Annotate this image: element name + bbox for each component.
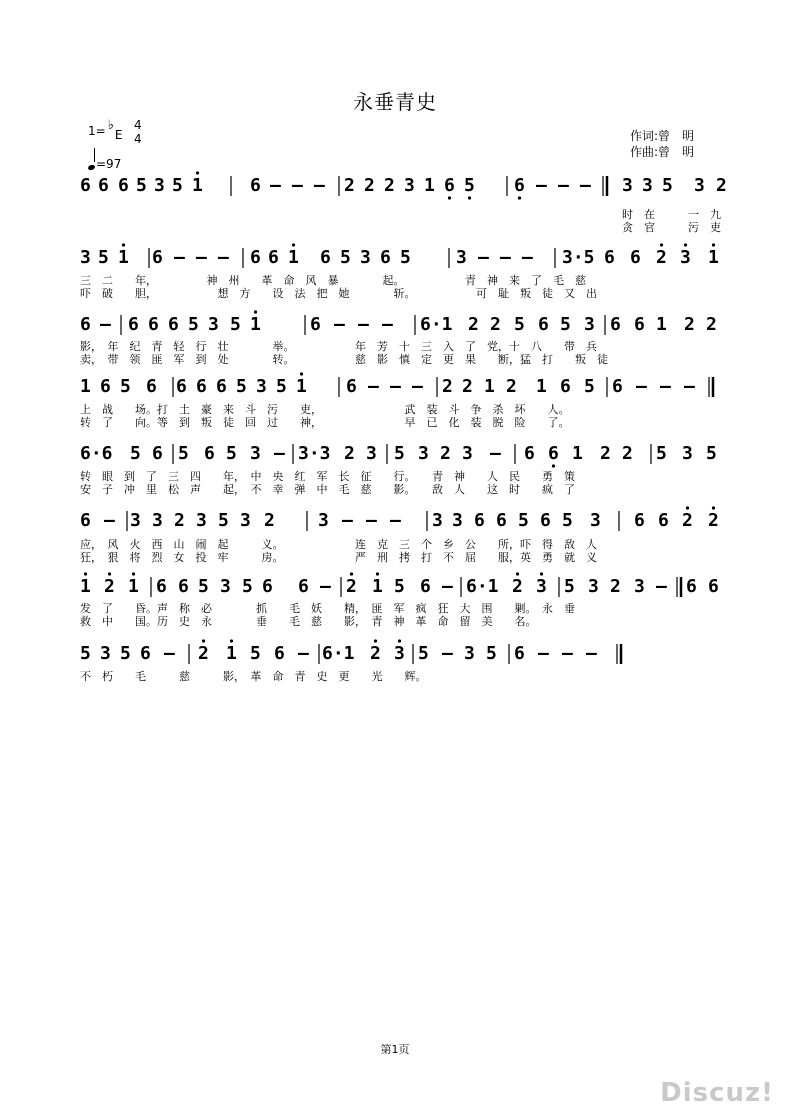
high-octave-dot xyxy=(516,572,519,575)
note-2-4: 6 xyxy=(148,314,159,335)
note-3-21: 2 xyxy=(506,376,517,397)
note-0-14: 2 xyxy=(364,175,375,196)
note-4-15: 3 xyxy=(418,443,429,464)
low-octave-dot xyxy=(468,196,471,199)
high-octave-dot xyxy=(374,639,377,642)
note-6-26: 3 xyxy=(634,576,645,597)
note-3-0: 1 xyxy=(80,376,91,397)
note-7-23: – xyxy=(562,643,573,664)
high-octave-dot xyxy=(132,572,135,575)
lyric-line-3-b: 转 了 向。等 到 叛 徒 回 过 神， 早 已 化 装 脱 险 了。 xyxy=(80,416,570,429)
note-0-29: 3 xyxy=(694,175,705,196)
note-2-14: – xyxy=(382,314,393,335)
note-2-8: 5 xyxy=(230,314,241,335)
note-2-27: 2 xyxy=(684,314,695,335)
note-6-29: 6 xyxy=(686,576,697,597)
key-signature xyxy=(88,118,123,142)
note-7-0: 5 xyxy=(80,643,91,664)
high-octave-dot xyxy=(230,639,233,642)
note-5-0: 6 xyxy=(80,510,91,531)
note-6-27: – xyxy=(656,576,667,597)
lyric-line-4-a: 转 眼 到 了 三 四 年， 中 央 红 军 长 征 行。 青 神 人 民 勇 策 xyxy=(80,470,575,483)
note-0-26: 3 xyxy=(622,175,633,196)
note-2-3: 6 xyxy=(128,314,139,335)
note-1-19: – xyxy=(478,247,489,268)
note-6-16: 6 xyxy=(420,576,431,597)
lyric-line-2-a: 影， 年 纪 青 轻 行 壮 举。 年 芳 十 三 入 了 党，十 八 带 兵 xyxy=(80,340,597,353)
note-3-9: 3 xyxy=(256,376,267,397)
note-1-18: 3 xyxy=(456,247,467,268)
note-5-28: 2 xyxy=(708,510,719,531)
note-3-15: – xyxy=(390,376,401,397)
note-6-4: 6 xyxy=(156,576,167,597)
watermark: Discuz! xyxy=(660,1078,774,1108)
note-2-13: – xyxy=(358,314,369,335)
note-2-28: 2 xyxy=(706,314,717,335)
note-0-17: 1 xyxy=(424,175,435,196)
note-6-14: 1 xyxy=(372,576,383,597)
note-1-10: 6 xyxy=(268,247,279,268)
note-6-20: 2 xyxy=(512,576,523,597)
note-3-10: 5 xyxy=(276,376,287,397)
note-6-19: 6·1 xyxy=(466,576,499,597)
lyric-line-1-a: 三 二 年， 神 州 革 命 风 暴 起。 青 神 来 了 毛 慈 xyxy=(80,274,586,287)
note-2-22: 3 xyxy=(584,314,595,335)
note-4-2: 6 xyxy=(152,443,163,464)
note-3-24: 5 xyxy=(584,376,595,397)
note-5-7: 5 xyxy=(218,510,229,531)
note-7-9: 6 xyxy=(274,643,285,664)
high-octave-dot xyxy=(202,639,205,642)
note-5-8: 3 xyxy=(240,510,251,531)
lyric-line-1-b: 吓 破 胆， 想 方 设 法 把 她 斩。 可 耻 叛 徒 又 出 xyxy=(80,287,597,300)
note-6-25: 2 xyxy=(610,576,621,597)
high-octave-dot xyxy=(350,572,353,575)
high-octave-dot xyxy=(684,243,687,246)
high-octave-dot xyxy=(376,572,379,575)
note-3-22: 1 xyxy=(536,376,547,397)
note-7-2: 5 xyxy=(120,643,131,664)
note-0-13: 2 xyxy=(344,175,355,196)
note-6-11: – xyxy=(320,576,331,597)
note-5-9: 2 xyxy=(264,510,275,531)
note-2-11: 6 xyxy=(310,314,321,335)
composer: 作曲:曾 明 xyxy=(630,145,695,159)
note-3-1: 6 xyxy=(100,376,111,397)
note-4-5: 6 xyxy=(204,443,215,464)
low-octave-dot xyxy=(552,464,555,467)
note-1-9: 6 xyxy=(250,247,261,268)
key-letter: E xyxy=(114,128,123,142)
note-3-5: 6 xyxy=(176,376,187,397)
note-0-2: 6 xyxy=(118,175,129,196)
note-7-18: 3 xyxy=(464,643,475,664)
note-3-3: 6 xyxy=(146,376,157,397)
note-5-27: 2 xyxy=(682,510,693,531)
note-3-8: 5 xyxy=(236,376,247,397)
note-0-24: – xyxy=(580,175,591,196)
note-2-7: 3 xyxy=(208,314,219,335)
note-6-30: 6 xyxy=(708,576,719,597)
note-3-27: – xyxy=(636,376,647,397)
note-4-14: 5 xyxy=(394,443,405,464)
note-4-8: – xyxy=(274,443,285,464)
note-1-28: 1 xyxy=(708,247,719,268)
note-3-7: 6 xyxy=(216,376,227,397)
note-5-12: – xyxy=(342,510,353,531)
note-4-22: 1 xyxy=(572,443,583,464)
note-6-6: 5 xyxy=(198,576,209,597)
note-0-3: 5 xyxy=(136,175,147,196)
time-signature xyxy=(134,118,142,146)
note-6-5: 6 xyxy=(178,576,189,597)
note-5-19: 6 xyxy=(496,510,507,531)
note-2-1: – xyxy=(100,314,111,335)
page-number: 第1页 xyxy=(380,1043,410,1056)
note-5-16: 3 xyxy=(432,510,443,531)
note-2-9: 1 xyxy=(250,314,261,335)
lyric-line-6-b: 救 中 国。历 史 永 垂 毛 慈 影， 青 神 革 命 留 美 名。 xyxy=(80,615,537,628)
note-0-8: 6 xyxy=(250,175,261,196)
note-0-10: – xyxy=(292,175,303,196)
note-1-1: 5 xyxy=(98,247,109,268)
note-1-6: – xyxy=(196,247,207,268)
note-6-17: – xyxy=(442,576,453,597)
lyricist: 作词:曾 明 xyxy=(630,129,695,143)
note-7-13: 2 xyxy=(370,643,381,664)
note-4-6: 5 xyxy=(226,443,237,464)
note-2-18: 2 xyxy=(490,314,501,335)
note-4-16: 2 xyxy=(440,443,451,464)
note-4-18: – xyxy=(490,443,501,464)
note-6-0: 1 xyxy=(80,576,91,597)
note-1-26: 2 xyxy=(656,247,667,268)
high-octave-dot xyxy=(300,372,303,375)
note-5-11: 3 xyxy=(318,510,329,531)
note-2-20: 6 xyxy=(538,314,549,335)
note-5-1: – xyxy=(104,510,115,531)
note-1-20: – xyxy=(500,247,511,268)
note-4-11: 2 xyxy=(344,443,355,464)
note-7-4: – xyxy=(164,643,175,664)
note-2-24: 6 xyxy=(610,314,621,335)
note-3-20: 1 xyxy=(484,376,495,397)
note-6-2: 1 xyxy=(128,576,139,597)
note-1-5: – xyxy=(174,247,185,268)
note-0-16: 3 xyxy=(404,175,415,196)
note-3-28: – xyxy=(660,376,671,397)
high-octave-dot xyxy=(398,639,401,642)
tempo-value: =97 xyxy=(96,157,122,171)
note-2-6: 5 xyxy=(188,314,199,335)
lyric-line-3-a: 上 战 场。打 土 豪 来 斗 污 吏， 武 装 斗 争 杀 坏 人。 xyxy=(80,403,570,416)
note-5-6: 3 xyxy=(196,510,207,531)
note-3-23: 6 xyxy=(560,376,571,397)
note-1-2: 1 xyxy=(118,247,129,268)
note-6-10: 6 xyxy=(298,576,309,597)
note-6-23: 5 xyxy=(564,576,575,597)
note-2-5: 6 xyxy=(168,314,179,335)
note-2-0: 6 xyxy=(80,314,91,335)
note-4-26: 5 xyxy=(656,443,667,464)
note-2-17: 2 xyxy=(468,314,479,335)
note-1-12: 6 xyxy=(320,247,331,268)
note-3-26: 6 xyxy=(612,376,623,397)
note-7-1: 3 xyxy=(100,643,111,664)
note-7-8: 5 xyxy=(250,643,261,664)
note-0-19: 5 xyxy=(464,175,475,196)
note-5-4: 3 xyxy=(152,510,163,531)
note-1-0: 3 xyxy=(80,247,91,268)
note-2-26: 1 xyxy=(656,314,667,335)
note-3-29: – xyxy=(684,376,695,397)
note-0-21: 6 xyxy=(514,175,525,196)
high-octave-dot xyxy=(84,572,87,575)
note-5-14: – xyxy=(390,510,401,531)
high-octave-dot xyxy=(712,506,715,509)
note-6-1: 2 xyxy=(104,576,115,597)
note-6-8: 5 xyxy=(242,576,253,597)
low-octave-dot xyxy=(518,196,521,199)
note-7-24: – xyxy=(586,643,597,664)
high-octave-dot xyxy=(108,572,111,575)
time-bottom: 4 xyxy=(134,132,142,146)
note-2-16: 6·1 xyxy=(420,314,453,335)
note-4-12: 3 xyxy=(366,443,377,464)
key-prefix: 1= xyxy=(88,124,106,138)
note-1-23: 3·5 xyxy=(562,247,595,268)
note-1-25: 6 xyxy=(630,247,641,268)
note-5-26: 6 xyxy=(658,510,669,531)
note-4-10: 3·3 xyxy=(298,443,331,464)
note-4-0: 6·6 xyxy=(80,443,113,464)
note-4-4: 5 xyxy=(178,443,189,464)
high-octave-dot xyxy=(712,243,715,246)
lyric-line-5-b: 狂， 狠 将 烈 女 投 牢 房。 严 刑 拷 打 不 屈 服，英 勇 就 义 xyxy=(80,551,597,564)
note-5-22: 5 xyxy=(562,510,573,531)
note-3-16: – xyxy=(412,376,423,397)
note-5-18: 6 xyxy=(474,510,485,531)
note-3-18: 2 xyxy=(442,376,453,397)
note-1-16: 5 xyxy=(400,247,411,268)
note-0-23: – xyxy=(558,175,569,196)
note-2-21: 5 xyxy=(560,314,571,335)
high-octave-dot xyxy=(660,243,663,246)
note-0-18: 6 xyxy=(444,175,455,196)
note-7-14: 3 xyxy=(394,643,405,664)
note-4-28: 5 xyxy=(706,443,717,464)
note-stem xyxy=(94,148,95,162)
note-0-0: 6 xyxy=(80,175,91,196)
note-6-21: 3 xyxy=(536,576,547,597)
note-7-12: 6·1 xyxy=(322,643,355,664)
note-5-13: – xyxy=(366,510,377,531)
note-5-5: 2 xyxy=(174,510,185,531)
note-2-25: 6 xyxy=(634,314,645,335)
note-0-30: 2 xyxy=(716,175,727,196)
high-octave-dot xyxy=(292,243,295,246)
high-octave-dot xyxy=(686,506,689,509)
note-1-7: – xyxy=(218,247,229,268)
note-4-27: 3 xyxy=(682,443,693,464)
time-top: 4 xyxy=(134,118,142,132)
note-1-13: 5 xyxy=(340,247,351,268)
note-0-11: – xyxy=(314,175,325,196)
high-octave-dot xyxy=(540,572,543,575)
note-7-22: – xyxy=(538,643,549,664)
note-1-14: 3 xyxy=(360,247,371,268)
note-5-3: 3 xyxy=(130,510,141,531)
flat-icon: ♭ xyxy=(107,118,114,133)
note-4-23: 2 xyxy=(600,443,611,464)
lyric-line-5-a: 应， 风 火 西 山 闹 起 义。 连 克 三 个 乡 公 所，吓 得 敌 人 xyxy=(80,538,597,551)
note-0-22: – xyxy=(536,175,547,196)
note-1-21: – xyxy=(522,247,533,268)
note-5-17: 3 xyxy=(452,510,463,531)
lyric-line-7-a: 不 朽 毛 慈 影， 革 命 青 史 更 光 辉。 xyxy=(80,670,427,683)
note-0-6: 1 xyxy=(192,175,203,196)
note-4-24: 2 xyxy=(622,443,633,464)
note-3-11: 1 xyxy=(296,376,307,397)
note-2-19: 5 xyxy=(514,314,525,335)
note-0-4: 3 xyxy=(154,175,165,196)
note-6-13: 2 xyxy=(346,576,357,597)
high-octave-dot xyxy=(196,171,199,174)
note-4-1: 5 xyxy=(130,443,141,464)
note-4-17: 3 xyxy=(462,443,473,464)
note-3-19: 2 xyxy=(462,376,473,397)
note-5-25: 6 xyxy=(634,510,645,531)
note-2-12: – xyxy=(334,314,345,335)
note-4-21: 6 xyxy=(548,443,559,464)
note-3-6: 6 xyxy=(196,376,207,397)
note-1-24: 6 xyxy=(604,247,615,268)
note-0-1: 6 xyxy=(98,175,109,196)
note-4-20: 6 xyxy=(524,443,535,464)
note-1-11: 1 xyxy=(288,247,299,268)
note-1-27: 3 xyxy=(680,247,691,268)
low-octave-dot xyxy=(448,196,451,199)
note-3-2: 5 xyxy=(120,376,131,397)
high-octave-dot xyxy=(254,310,257,313)
note-6-9: 6 xyxy=(262,576,273,597)
note-6-15: 5 xyxy=(394,576,405,597)
note-1-15: 6 xyxy=(380,247,391,268)
note-6-24: 3 xyxy=(588,576,599,597)
note-0-9: – xyxy=(270,175,281,196)
note-5-23: 3 xyxy=(590,510,601,531)
note-6-7: 3 xyxy=(220,576,231,597)
song-title: 永垂青史 xyxy=(353,90,437,114)
note-7-6: 2 xyxy=(198,643,209,664)
note-4-7: 3 xyxy=(250,443,261,464)
lyric-line-4-b: 安 子 冲 里 松 声 起， 不 幸 弹 中 毛 慈 影。 敌 人 这 时 疯 了 xyxy=(80,483,575,496)
note-7-16: 5 xyxy=(418,643,429,664)
note-0-28: 5 xyxy=(662,175,673,196)
note-7-10: – xyxy=(298,643,309,664)
lyric-line-6-a: 发 了 昏。声 称 必 抓 毛 妖 精， 匪 军 疯 狂 大 围 剿。 永 垂 xyxy=(80,602,575,615)
note-7-21: 6 xyxy=(514,643,525,664)
tempo-mark xyxy=(88,154,121,171)
note-0-5: 5 xyxy=(172,175,183,196)
high-octave-dot xyxy=(122,243,125,246)
note-7-19: 5 xyxy=(486,643,497,664)
note-7-3: 6 xyxy=(140,643,151,664)
quarter-note-icon xyxy=(87,164,95,171)
note-0-27: 3 xyxy=(642,175,653,196)
note-7-7: 1 xyxy=(226,643,237,664)
note-7-17: – xyxy=(442,643,453,664)
credits xyxy=(630,128,694,160)
lyric-line-2-b: 卖， 带 领 匪 军 到 处 转。 慈 影 慎 定 更 果 断，猛 打 叛 徒 xyxy=(80,353,608,366)
note-1-4: 6 xyxy=(152,247,163,268)
note-5-20: 5 xyxy=(518,510,529,531)
note-0-15: 2 xyxy=(384,175,395,196)
note-5-21: 6 xyxy=(540,510,551,531)
note-3-13: 6 xyxy=(346,376,357,397)
note-3-14: – xyxy=(368,376,379,397)
lyric-line-0-b: 贪 官 污 吏 xyxy=(622,221,721,234)
lyric-line-0-a: 时 在 一 九 xyxy=(622,208,721,221)
